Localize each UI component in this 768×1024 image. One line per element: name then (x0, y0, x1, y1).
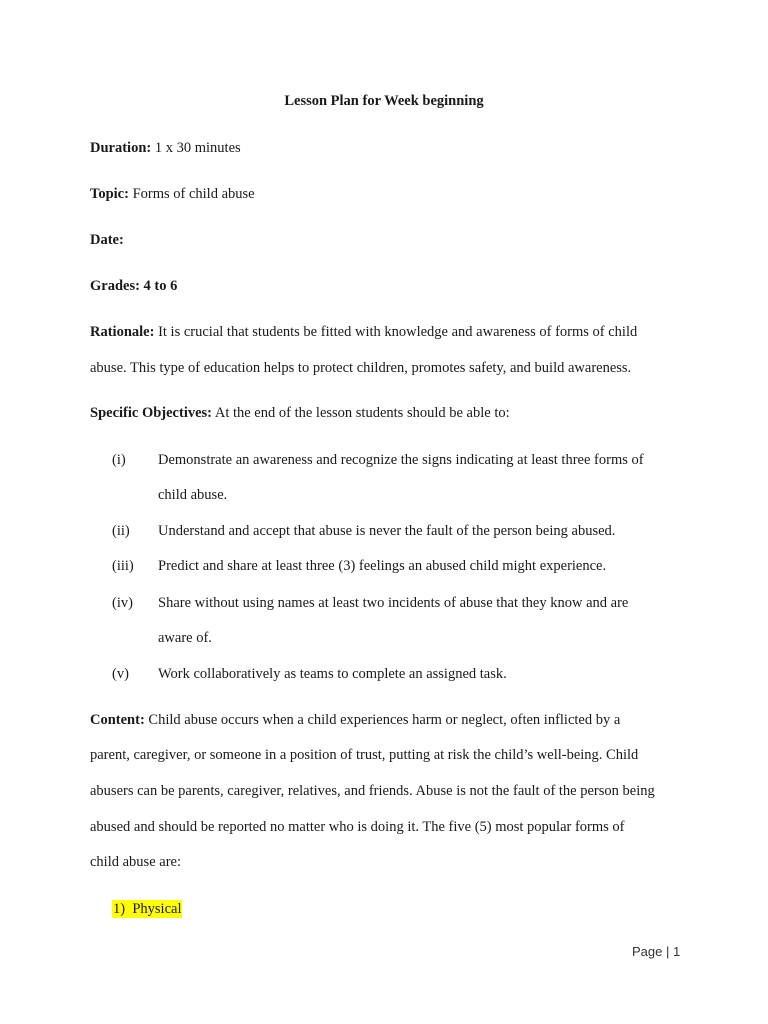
rationale-line-2: abuse. This type of education helps to protect children, promotes safety, and build awareness. (90, 360, 632, 376)
content-line-4: abused and should be reported no matter who is doing it. The five (5) most popular forms of (90, 819, 625, 835)
grades-line (90, 277, 177, 295)
content-line-3: abusers can be parents, caregiver, relatives, and friends. Abuse is not the fault of the person being (90, 783, 655, 799)
content-line-1 (90, 711, 620, 729)
objectives-intro: At the end of the lesson students should be able to: (214, 405, 510, 421)
content-text-1: Child abuse occurs when a child experiences harm or neglect, often inflicted by a (148, 712, 621, 728)
content-label: Content: (90, 712, 145, 728)
objective-text: Demonstrate an awareness and recognize the signs indicating at least three forms of (158, 452, 644, 468)
date-line (90, 231, 124, 249)
date-label: Date: (90, 232, 124, 248)
objective-number: (ii) (112, 523, 130, 539)
content-line-5: child abuse are: (90, 854, 181, 870)
topic-value: Forms of child abuse (132, 186, 255, 202)
objective-text: Work collaboratively as teams to complete an assigned task. (158, 666, 507, 682)
grades-label: Grades: 4 to 6 (90, 278, 178, 294)
content-line-2: parent, caregiver, or someone in a position of trust, putting at risk the child’s well-being. Child (90, 747, 639, 763)
objective-number: (iii) (112, 558, 134, 574)
objective-text: Share without using names at least two incidents of abuse that they know and are (158, 595, 629, 611)
objectives-line (90, 404, 510, 422)
page-number: Page | 1 (632, 944, 681, 959)
objectives-label: Specific Objectives: (90, 405, 213, 421)
objective-text-continued: aware of. (158, 630, 212, 646)
rationale-label: Rationale: (90, 324, 155, 340)
objective-text-continued: child abuse. (158, 487, 228, 503)
duration-line (90, 139, 241, 157)
topic-label: Topic: (90, 186, 129, 202)
objective-number: (i) (112, 452, 126, 468)
topic-line (90, 185, 255, 203)
objective-number: (v) (112, 666, 129, 682)
highlighted-list-item (112, 900, 182, 918)
objective-text: Predict and share at least three (3) feelings an abused child might experience. (158, 558, 607, 574)
objective-text: Understand and accept that abuse is never the fault of the person being abused. (158, 523, 616, 539)
objective-number: (iv) (112, 595, 133, 611)
rationale-line-1 (90, 323, 637, 341)
page-title: Lesson Plan for Week beginning (284, 93, 484, 109)
list-item-label: Physical (132, 901, 182, 917)
duration-label: Duration: (90, 140, 152, 156)
duration-value: 1 x 30 minutes (154, 140, 241, 156)
rationale-text-1: It is crucial that students be fitted with knowledge and awareness of forms of child (158, 324, 638, 340)
list-item-number: 1) (113, 901, 126, 917)
